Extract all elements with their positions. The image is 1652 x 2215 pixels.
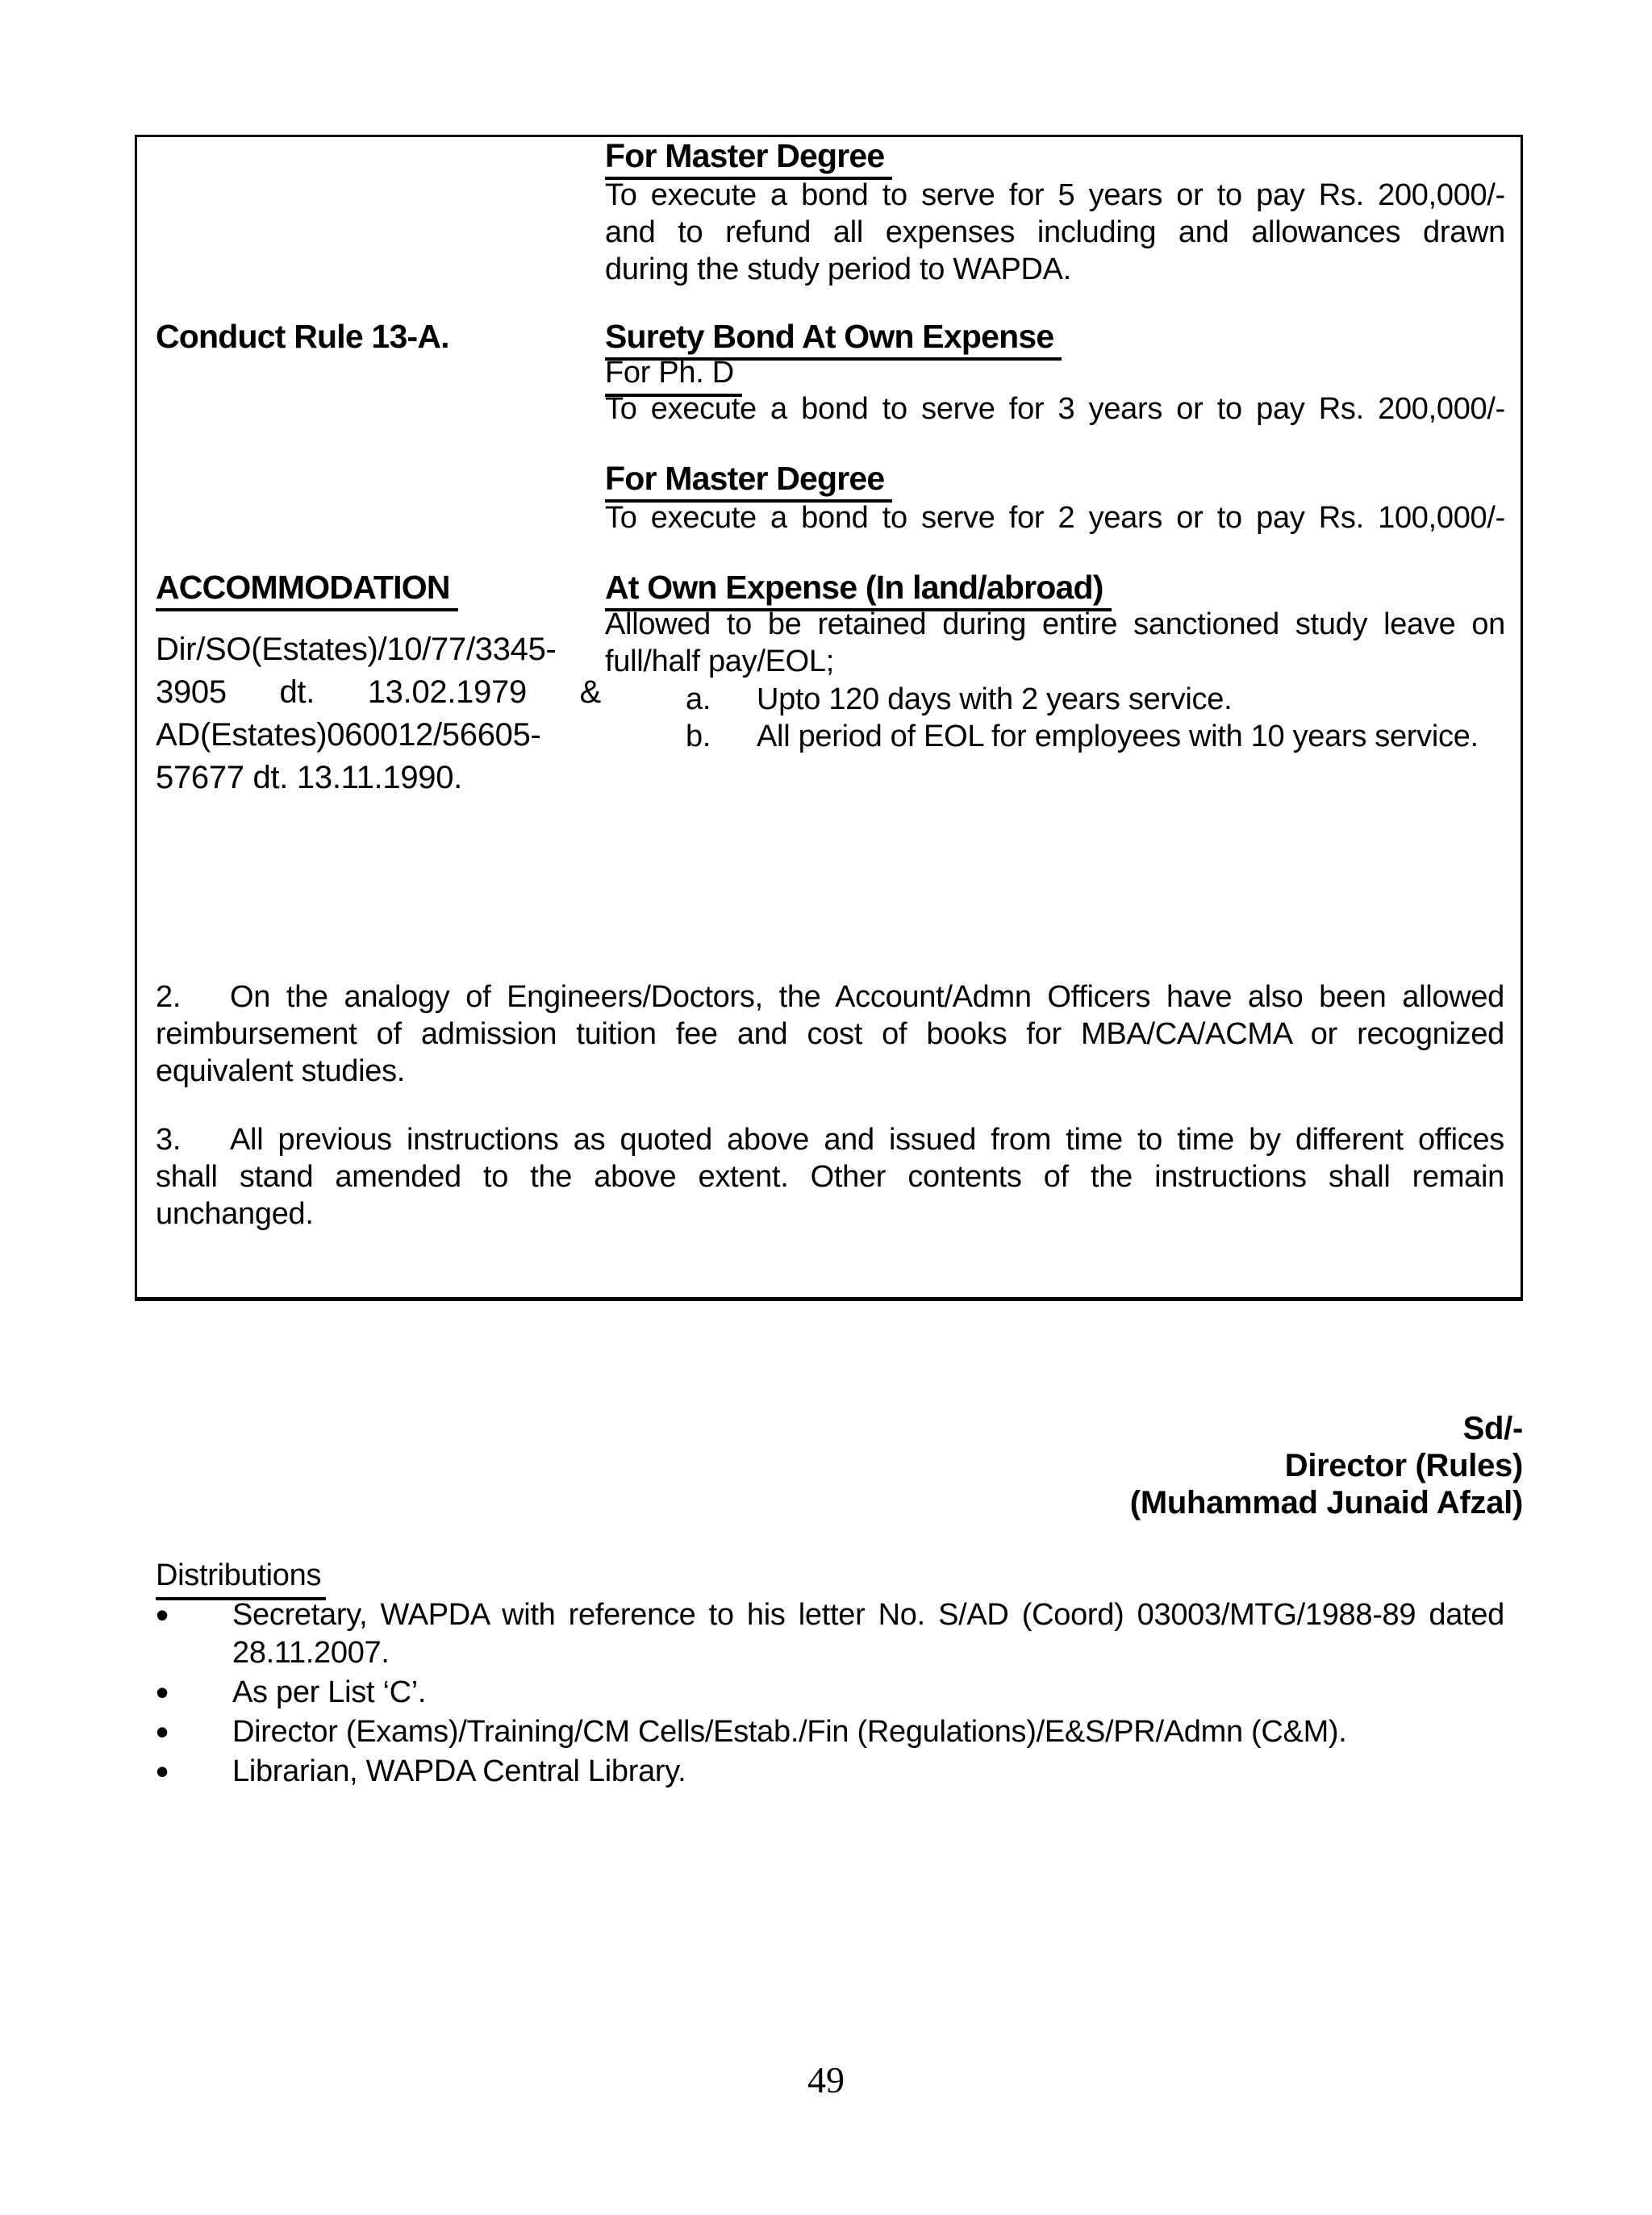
list-item-line: Secretary, WAPDA with reference to his letter No. S/AD (Coord) 03003/MTG/1988-89 dated — [232, 1598, 1504, 1632]
list-item — [156, 1596, 1504, 1672]
paragraph-2-first-line — [156, 978, 1504, 1016]
line-bond-3-years: To execute a bond to serve for 3 years or to pay Rs. 200,000/- — [605, 392, 1505, 426]
paragraph-line: during the study period to WAPDA. — [605, 252, 1071, 286]
paragraph-line: unchanged. — [156, 1197, 314, 1231]
paragraph-line: To execute a bond to serve for 5 years or to pay Rs. 200,000/- — [605, 178, 1505, 212]
list-marker-a: a. — [686, 682, 711, 716]
bullet-icon: • — [156, 1594, 169, 1636]
paragraph-line: equivalent studies. — [156, 1054, 406, 1088]
list-item-a — [605, 681, 1505, 718]
reference-line: AD(Estates)060012/56605- — [156, 717, 541, 753]
heading-for-master-degree-2-text: For Master Degree — [605, 460, 892, 503]
reference-line: 3905 dt. 13.02.1979 & — [156, 674, 601, 710]
reference-line: Dir/SO(Estates)/10/77/3345- — [156, 632, 557, 667]
paragraph-line: full/half pay/EOL; — [605, 644, 834, 678]
line-bond-2-years: To execute a bond to serve for 2 years or to pay Rs. 100,000/- — [605, 501, 1505, 535]
bullet-icon: • — [156, 1671, 169, 1713]
paragraph-2-number: 2. — [156, 980, 181, 1014]
paragraph-master-degree-1 — [605, 177, 1505, 288]
list-item — [156, 1671, 1504, 1713]
distributions-list — [156, 1596, 1504, 1791]
subheading-for-phd-text: For Ph. D — [605, 354, 742, 397]
distributions-heading — [156, 1557, 326, 1600]
reference-block — [156, 628, 601, 799]
paragraph-line: and to refund all expenses including and allowances drawn — [605, 215, 1505, 249]
signature-block — [807, 1410, 1523, 1521]
list-item-a-text: Upto 120 days with 2 years service. — [757, 682, 1233, 716]
list-item-text: Librarian, WAPDA Central Library. — [232, 1754, 686, 1788]
heading-accommodation — [156, 569, 601, 611]
heading-accommodation-text: ACCOMMODATION — [156, 569, 458, 611]
reference-line: 57677 dt. 13.11.1990. — [156, 760, 462, 795]
heading-surety-bond-text: Surety Bond At Own Expense — [605, 318, 1062, 361]
list-item-b — [605, 718, 1505, 755]
heading-at-own-expense-text: At Own Expense (In land/abroad) — [605, 569, 1112, 611]
page-number: 49 — [807, 2059, 845, 2100]
list-item — [156, 1713, 1504, 1751]
paragraph-line: All previous instructions as quoted above and issued from time to time by different offices — [230, 1123, 1504, 1157]
paragraph-3-first-line — [156, 1121, 1504, 1158]
heading-for-master-degree-1-text: For Master Degree — [605, 137, 892, 180]
paragraph-2 — [156, 978, 1504, 1090]
label-conduct-rule: Conduct Rule 13-A. — [156, 318, 449, 355]
paragraph-line: shall stand amended to the above extent. Other contents of the instructions shall remain — [156, 1160, 1504, 1194]
list-item-b-text: All period of EOL for employees with 10 years service. — [757, 720, 1479, 753]
paragraph-line: Allowed to be retained during entire sanctioned study leave on — [605, 607, 1505, 641]
list-marker-b: b. — [686, 720, 711, 753]
bullet-icon: • — [156, 1750, 169, 1792]
list-item-text — [232, 1596, 1504, 1672]
list-item-line: 28.11.2007. — [232, 1636, 390, 1670]
list-item — [156, 1750, 1504, 1792]
signature-title: Director (Rules) — [1284, 1448, 1523, 1483]
paragraph-line: reimbursement of admission tuition fee and cost of books for MBA/CA/ACMA or recognized — [156, 1017, 1504, 1051]
signature-sd: Sd/- — [1462, 1411, 1523, 1446]
paragraph-own-expense — [605, 606, 1505, 680]
paragraph-line: On the analogy of Engineers/Doctors, the Account/Admn Officers have also been allowed — [230, 980, 1504, 1014]
list-item-text: As per List ‘C’. — [232, 1675, 427, 1709]
signature-name: (Muhammad Junaid Afzal) — [1129, 1485, 1523, 1520]
paragraph-3 — [156, 1121, 1504, 1233]
heading-for-master-degree-2 — [605, 460, 1505, 503]
heading-for-master-degree-1 — [605, 137, 1505, 180]
own-expense-list — [605, 681, 1505, 755]
bullet-icon: • — [156, 1711, 169, 1753]
paragraph-3-number: 3. — [156, 1123, 181, 1157]
list-item-text: Director (Exams)/Training/CM Cells/Estab./Fin (Regulations)/E&S/PR/Admn (C&M). — [232, 1715, 1347, 1749]
distributions-heading-text: Distributions — [156, 1557, 326, 1600]
